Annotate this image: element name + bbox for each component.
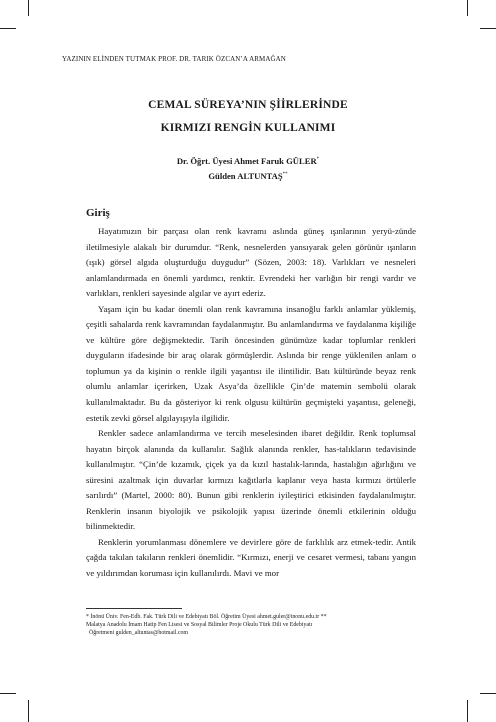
author-2 (0, 171, 496, 181)
crop-mark (467, 0, 468, 16)
footnote-mark: * (316, 157, 320, 163)
crop-mark (467, 700, 468, 722)
crop-mark (0, 28, 16, 29)
footnote-mark: ** (282, 172, 288, 178)
author-1 (0, 156, 496, 166)
crop-mark (28, 700, 29, 722)
crop-mark (480, 28, 496, 29)
paragraph: Yaşam için bu kadar önemli olan renk kavramına insanoğlu farklı anlamlar yüklemiş, çeşitli sahalarda renk kavramından faydalanmıştır. Bu anlamlandırma ve faydalanma kişiliğe ve kültüre göre değişmektedir. Tarih öncesinden günümüze kadar toplumlar renkleri duyguların ifadesinde bir araç olarak görmüşlerdir. Aslında bir renge yüklenilen anlam o toplumun ya da kişinin o renkle ilgili yaşantısı ile ilintilidir. Batı kültüründe beyaz renk olumlu anlamlar içerirken, Uzak Asya’da özellikle Çin’de matemin sembolü olarak kullanılmaktadır. Bu da gösteriyor ki renk olgusu kültürün geçmişteki yaşantısı, geleneği, estetik zevki görsel algılayışıyla ilgilidir. (86, 303, 416, 423)
body-text (86, 224, 416, 582)
author-name: Dr. Öğrt. Üyesi Ahmet Faruk GÜLER (176, 156, 317, 166)
paragraph: Renklerin yorumlanması dönemlere ve devirlere göre de farklılık arz etmek-tedir. Antik çağda takılan takıların renkleri önemlidir. “Kırmızı, enerji ve cesaret vermesi, tabanı yangın ve yıldırımdan koruması için kullanılırdı. Mavi ve mor (86, 536, 416, 579)
section-heading: Giriş (86, 207, 110, 219)
title-line-1: CEMAL SÜREYA’NIN ŞİİRLERİNDE (148, 99, 348, 111)
title-line-2: KIRMIZI RENGİN KULLANIMI (160, 122, 336, 134)
paragraph: Renkler sadece anlamlandırma ve tercih meselesinden ibaret değildir. Renk toplumsal hayatın birçok alanında da kullanılır. Sağlık alanında renkler, has-talıkların tedavisinde kullanılmıştır. “Çin’de kızamık, çiçek ya da kızıl hastalık-larında, hastalığın ağırlığını ve süresini azaltmak için duvarlar kırmızı kağıtlarla kaplanır veya hasta kırmızı örtülerle sarılırdı” (Martel, 2000: 80). Bunun gibi renklerin iyileştirici etkisinden faydalanılmıştır. Renklerin insanın biyolojik ve psikolojik yapısı üzerinde önemli etkilerinin olduğu bilinmektedir. (86, 428, 416, 532)
footnote-line: Malatya Anadolu İmam Hatip Fen Lisesi ve Sosyal Bilimler Proje Okulu Türk Dili ve Edebiyatı (86, 622, 313, 629)
author-name: Gülden ALTUNTAŞ (208, 171, 283, 181)
footnote-line: Öğretmeni gulden_altuntas@hotmail.com (89, 630, 188, 637)
crop-mark (0, 693, 16, 694)
crop-mark (480, 693, 496, 694)
footnote-rule (86, 608, 182, 609)
running-head: YAZININ ELİNDEN TUTMAK PROF. DR. TARIK ÖZCAN’A ARMAĞAN (62, 55, 286, 63)
footnote-line: * İnönü Üniv. Fen-Edb. Fak. Türk Dili ve Edebiyatı Böl. Öğretim Üyesi ahmet.guler@inonu.edu.tr ** (86, 614, 327, 620)
footnotes (86, 613, 416, 638)
crop-mark (28, 0, 29, 16)
paragraph: Hayatımızın bir parçası olan renk kavramı aslında güneş ışınlarının yeryü-zünde iletilmesiyle alakalı bir durumdur. “Renk, nesnelerden yansıyarak gelen görünür ışınların (ışık) görsel algıda oluşturduğu duygudur” (Sözen, 2003: 18). Varlıkları ve nesneleri anlamlandırmada en önemli yardımcı, renktir. Evrendeki her varlığın bir rengi vardır ve varlıkları, renkleri sayesinde algılar ve ayırt ederiz. (86, 226, 416, 299)
